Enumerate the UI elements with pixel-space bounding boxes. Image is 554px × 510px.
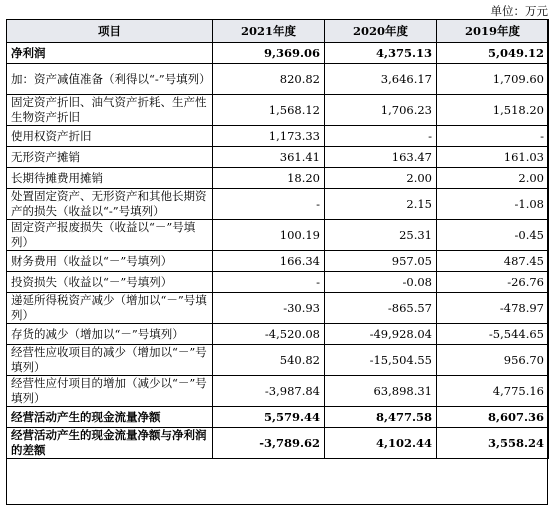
value-2021: 18.20 bbox=[213, 168, 325, 189]
value-2021: 1,568.12 bbox=[213, 95, 325, 126]
row-label: 经营活动产生的现金流量净额 bbox=[7, 407, 213, 428]
value-2019: -0.45 bbox=[437, 220, 549, 251]
table-row bbox=[7, 324, 549, 345]
value-2020: 3,646.17 bbox=[325, 64, 437, 95]
value-2021: 5,579.44 bbox=[213, 407, 325, 428]
header-item: 项目 bbox=[7, 20, 213, 43]
value-2021: -3,987.84 bbox=[213, 376, 325, 407]
value-2021: 540.82 bbox=[213, 345, 325, 376]
table-row bbox=[7, 345, 549, 376]
value-2019: 2.00 bbox=[437, 168, 549, 189]
row-label: 固定资产报废损失（收益以“－”号填列） bbox=[7, 220, 213, 251]
value-2020: -0.08 bbox=[325, 272, 437, 293]
value-2019: 956.70 bbox=[437, 345, 549, 376]
table-row bbox=[7, 272, 549, 293]
table-row bbox=[7, 293, 549, 324]
value-2021: 820.82 bbox=[213, 64, 325, 95]
row-label: 使用权资产折旧 bbox=[7, 126, 213, 147]
table-row bbox=[7, 64, 549, 95]
value-2019: 8,607.36 bbox=[437, 407, 549, 428]
table-row bbox=[7, 168, 549, 189]
value-2020: 25.31 bbox=[325, 220, 437, 251]
value-2020: 8,477.58 bbox=[325, 407, 437, 428]
row-label: 递延所得税资产减少（增加以“－”号填列） bbox=[7, 293, 213, 324]
table-row bbox=[7, 126, 549, 147]
value-2021: 361.41 bbox=[213, 147, 325, 168]
value-2021: -30.93 bbox=[213, 293, 325, 324]
value-2021: 9,369.06 bbox=[213, 43, 325, 64]
value-2020: 957.05 bbox=[325, 251, 437, 272]
table-row bbox=[7, 251, 549, 272]
value-2019: - bbox=[437, 126, 549, 147]
value-2021: 100.19 bbox=[213, 220, 325, 251]
row-label: 固定资产折旧、油气资产折耗、生产性生物资产折旧 bbox=[7, 95, 213, 126]
value-2020: -865.57 bbox=[325, 293, 437, 324]
value-2019: 4,775.16 bbox=[437, 376, 549, 407]
row-label: 经营性应收项目的减少（增加以“－”号填列） bbox=[7, 345, 213, 376]
row-label: 经营性应付项目的增加（减少以“－”号填列） bbox=[7, 376, 213, 407]
value-2019: 1,709.60 bbox=[437, 64, 549, 95]
value-2020: 2.00 bbox=[325, 168, 437, 189]
row-label: 处置固定资产、无形资产和其他长期资产的损失（收益以“-”号填列） bbox=[7, 189, 213, 220]
table-row bbox=[7, 189, 549, 220]
row-label: 财务费用（收益以“－”号填列） bbox=[7, 251, 213, 272]
table-row bbox=[7, 43, 549, 64]
table-row bbox=[7, 95, 549, 126]
value-2019: 487.45 bbox=[437, 251, 549, 272]
value-2019: 5,049.12 bbox=[437, 43, 549, 64]
value-2019: -1.08 bbox=[437, 189, 549, 220]
value-2019: 3,558.24 bbox=[437, 428, 549, 459]
table-row bbox=[7, 147, 549, 168]
table-body bbox=[7, 43, 549, 459]
value-2021: -3,789.62 bbox=[213, 428, 325, 459]
header-2020: 2020年度 bbox=[325, 20, 437, 43]
row-label: 净利润 bbox=[7, 43, 213, 64]
value-2019: 1,518.20 bbox=[437, 95, 549, 126]
header-2021: 2021年度 bbox=[213, 20, 325, 43]
value-2020: 1,706.23 bbox=[325, 95, 437, 126]
value-2020: -15,504.55 bbox=[325, 345, 437, 376]
value-2020: 4,102.44 bbox=[325, 428, 437, 459]
value-2020: - bbox=[325, 126, 437, 147]
value-2019: -26.76 bbox=[437, 272, 549, 293]
value-2020: 63,898.31 bbox=[325, 376, 437, 407]
row-label: 投资损失（收益以“－”号填列） bbox=[7, 272, 213, 293]
unit-label: 单位：万元 bbox=[490, 4, 548, 18]
value-2019: -5,544.65 bbox=[437, 324, 549, 345]
row-label: 长期待摊费用摊销 bbox=[7, 168, 213, 189]
value-2020: 163.47 bbox=[325, 147, 437, 168]
table-row bbox=[7, 376, 549, 407]
table-row bbox=[7, 407, 549, 428]
row-label: 无形资产摊销 bbox=[7, 147, 213, 168]
value-2020: 4,375.13 bbox=[325, 43, 437, 64]
cash-flow-reconciliation-table bbox=[6, 19, 549, 459]
table-header bbox=[7, 20, 549, 43]
value-2021: - bbox=[213, 189, 325, 220]
value-2020: 2.15 bbox=[325, 189, 437, 220]
row-label: 加：资产减值准备（利得以“-”号填列） bbox=[7, 64, 213, 95]
value-2021: - bbox=[213, 272, 325, 293]
value-2021: 166.34 bbox=[213, 251, 325, 272]
table-row bbox=[7, 428, 549, 459]
row-label: 存货的减少（增加以“－”号填列） bbox=[7, 324, 213, 345]
value-2019: 161.03 bbox=[437, 147, 549, 168]
header-2019: 2019年度 bbox=[437, 20, 549, 43]
value-2019: -478.97 bbox=[437, 293, 549, 324]
value-2021: 1,173.33 bbox=[213, 126, 325, 147]
row-label: 经营活动产生的现金流量净额与净利润的差额 bbox=[7, 428, 213, 459]
value-2020: -49,928.04 bbox=[325, 324, 437, 345]
value-2021: -4,520.08 bbox=[213, 324, 325, 345]
table-row bbox=[7, 220, 549, 251]
